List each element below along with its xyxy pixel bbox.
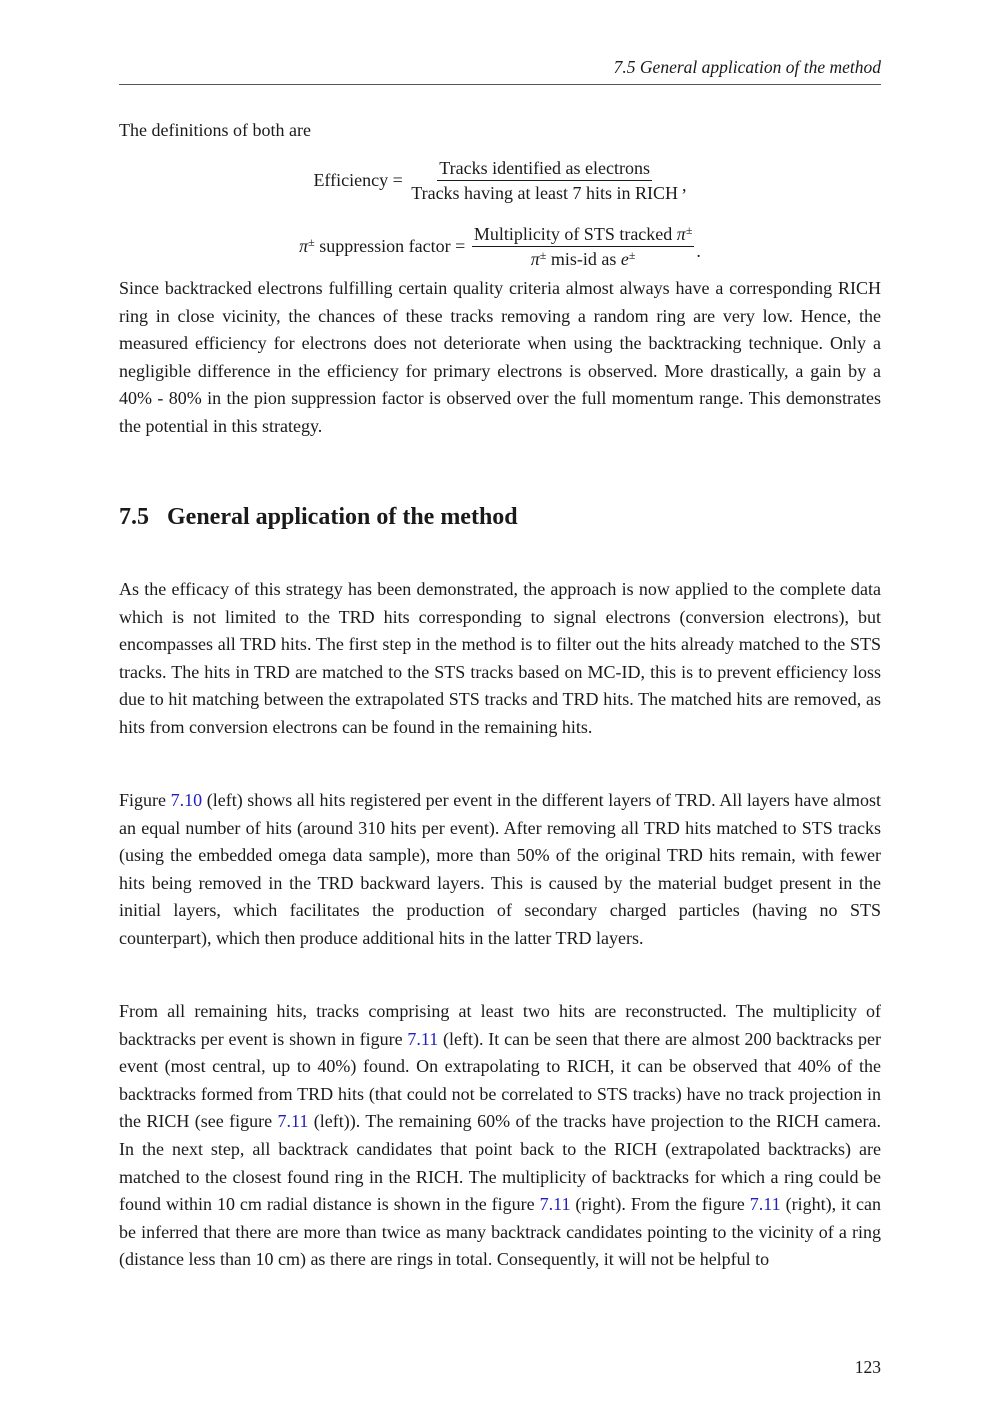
paragraph-method-overview: As the efficacy of this strategy has been demonstrated, the approach is now applied to the complete data which is not limited to the TRD hits corresponding to signal electrons (conversion electrons), but encompasses all TRD hits. The first step in the method is to filter out the hits already matched to the STS tracks. The hits in TRD are matched to the STS tracks based on MC-ID, this is to prevent efficiency loss due to hit matching between the extrapolated STS tracks and TRD hits. The matched hits are removed, as hits from conversion electrons can be found in the remaining hits. [119, 579, 881, 737]
suppression-lhs: π± suppression factor = [299, 235, 470, 256]
paragraph-backtrack-multiplicity: From all remaining hits, tracks comprising at least two hits are reconstructed. The multiplicity of backtracks per event is shown in figure 7.11 (left). It can be seen that there are almost 200 backtracks per event (most central, up to 40%) found. On extrapolating to RICH, it can be observed that 40% of the backtracks formed from TRD hits (that could not be correlated to STS tracks) have no track projection in the RICH (see figure 7.11 (left)). The remaining 60% of the tracks have projection to the RICH camera. In the next step, all backtrack candidates that point back to the RICH (extrapolated backtracks) are matched to the closest found ring in the RICH. The multiplicity of backtracks for which a ring could be found within 10 cm radial distance is shown in the figure 7.11 (right). From the figure 7.11 (right), it can be inferred that there are more than twice as many backtrack candidates pointing to the vicinity of a ring (distance less than 10 cm) as there are rings in total. Consequently, it will not be helpful to [119, 1001, 882, 1270]
figure-ref-7-11[interactable]: 7.11 [749, 1194, 781, 1215]
figure-ref-7-11[interactable]: 7.11 [277, 1111, 309, 1132]
suppression-period: . [696, 241, 701, 261]
section-title-text: General application of the method [167, 504, 518, 530]
efficiency-numerator: Tracks identified as electrons [437, 157, 652, 181]
running-header: 7.5 General application of the method [613, 57, 881, 77]
figure-ref-7-11[interactable]: 7.11 [539, 1194, 571, 1215]
efficiency-equation [119, 157, 881, 204]
suppression-equation [119, 223, 881, 270]
page-number: 123 [854, 1357, 881, 1377]
figure-ref-7-10[interactable]: 7.10 [170, 790, 203, 810]
suppression-fraction [472, 223, 695, 270]
section-number: 7.5 [119, 504, 149, 530]
efficiency-fraction [409, 157, 680, 204]
paragraph-trd-hits: Figure 7.10 (left) shows all hits registered per event in the different layers of TRD. All layers have almost an equal number of hits (around 310 hits per event). After removing all TRD hits matched to STS tracks (using the embedded omega data sample), more than 50% of the original TRD hits remain, with fewer hits being removed in the TRD backward layers. This is caused by the material budget present in the initial layers, which facilitates the production of secondary charged particles (having no STS counterpart), which then produce additional hits in the latter TRD layers. [119, 790, 881, 948]
paragraph-backtracking-result: Since backtracked electrons fulfilling certain quality criteria almost always have a corresponding RICH ring in close vicinity, the chances of these tracks removing a random ring are very low. Hence, the measured efficiency for electrons does not deteriorate when using the backtracking technique. Only a negligible difference in the efficiency for primary electrons is observed. More drastically, a gain by a 40% - 80% in the pion suppression factor is observed over the full momentum range. This demonstrates the potential in this strategy. [119, 278, 881, 436]
suppression-numerator: Multiplicity of STS tracked π± [472, 223, 695, 247]
document-page [119, 0, 881, 1414]
section-heading [119, 504, 881, 531]
figure-ref-7-11[interactable]: 7.11 [407, 1028, 439, 1049]
header-rule [119, 84, 881, 85]
intro-text: The definitions of both are [119, 120, 311, 140]
efficiency-denominator: Tracks having at least 7 hits in RICH [411, 183, 679, 203]
efficiency-lhs: Efficiency = [313, 170, 408, 190]
efficiency-comma: , [682, 175, 687, 195]
suppression-denominator: π± mis-id as e± [530, 248, 636, 269]
